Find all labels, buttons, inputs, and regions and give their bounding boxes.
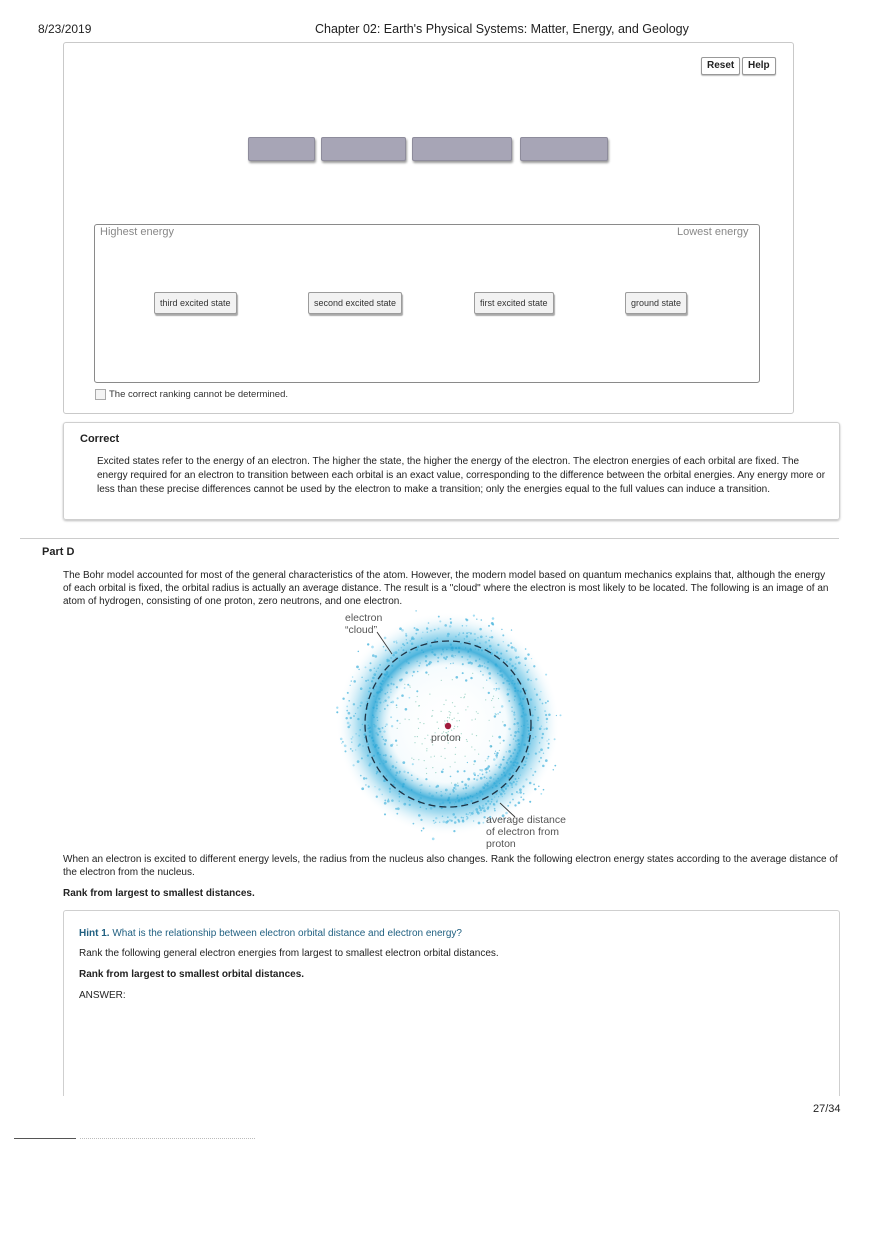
reset-button[interactable]: Reset bbox=[701, 57, 740, 75]
drop-slot-3[interactable] bbox=[412, 137, 512, 161]
cloud-speck bbox=[553, 769, 554, 770]
proton-label: proton bbox=[431, 732, 461, 744]
cannot-determine-checkbox[interactable] bbox=[95, 389, 106, 400]
footer-artifact bbox=[80, 1138, 255, 1140]
rank-item-second-excited-state[interactable]: second excited state bbox=[308, 292, 402, 314]
cloud-label-line1: electron bbox=[345, 612, 383, 624]
cloud-speck bbox=[511, 629, 512, 630]
cloud-speck bbox=[432, 838, 435, 841]
cloud-speck bbox=[554, 765, 556, 767]
hint-number: Hint 1. bbox=[79, 928, 110, 939]
hydrogen-atom-figure bbox=[335, 610, 575, 852]
drop-slot-4[interactable] bbox=[520, 137, 608, 161]
footer-rule bbox=[14, 1138, 76, 1139]
feedback-title: Correct bbox=[80, 433, 120, 445]
hint-title[interactable] bbox=[79, 928, 462, 939]
section-divider bbox=[20, 538, 839, 539]
cloud-speck bbox=[540, 793, 542, 795]
cloud-speck bbox=[529, 801, 531, 803]
answer-label: ANSWER: bbox=[79, 990, 126, 1001]
page-bottom-margin bbox=[0, 1096, 880, 1247]
rank-item-third-excited-state[interactable]: third excited state bbox=[154, 292, 237, 314]
rank-item-first-excited-state[interactable]: first excited state bbox=[474, 292, 554, 314]
cloud-speck bbox=[358, 651, 360, 653]
page-number: 27/34 bbox=[813, 1103, 841, 1115]
cloud-speck bbox=[415, 610, 416, 611]
avg-label-line2: of electron from bbox=[486, 826, 559, 838]
print-title: Chapter 02: Earth's Physical Systems: Matter, Energy, and Geology bbox=[315, 22, 689, 36]
hint-description: Rank the following general electron energies from largest to smallest electron orbital distances. bbox=[79, 948, 499, 959]
hint-title-text: What is the relationship between electron orbital distance and electron energy? bbox=[112, 928, 462, 939]
lowest-energy-label: Lowest energy bbox=[677, 226, 749, 238]
rank-instruction: Rank from largest to smallest distances. bbox=[63, 888, 255, 899]
print-date: 8/23/2019 bbox=[38, 22, 92, 36]
hint-box bbox=[63, 910, 840, 1111]
cloud-speck bbox=[560, 714, 562, 716]
question-text: When an electron is excited to different energy levels, the radius from the nucleus also changes. Rank the following electron energy states according to the average distance of the electron from the nucleus. bbox=[63, 854, 838, 878]
help-button[interactable]: Help bbox=[742, 57, 776, 75]
drop-slot-1[interactable] bbox=[248, 137, 315, 161]
hint-instruction: Rank from largest to smallest orbital distances. bbox=[79, 969, 305, 980]
avg-label-line3: proton bbox=[486, 838, 516, 850]
rank-item-ground-state[interactable]: ground state bbox=[625, 292, 687, 314]
part-heading: Part D bbox=[42, 546, 75, 558]
part-intro: The Bohr model accounted for most of the general characteristics of the atom. However, the modern model based on quantum mechanics explains that, although the energy of each orbital is fixed, the orbital radius is actually an average distance. The result is a "cloud" where the electron is most likely to be located. The following is an image of an atom of hydrogen, consisting of one proton, zero neutrons, and one electron. bbox=[63, 570, 829, 607]
cloud-speck bbox=[543, 789, 545, 791]
cannot-determine-label: The correct ranking cannot be determined. bbox=[109, 389, 289, 400]
cloud-label-line2: “cloud” bbox=[345, 624, 378, 636]
avg-label-line1: average distance bbox=[486, 814, 566, 826]
highest-energy-label: Highest energy bbox=[100, 226, 174, 238]
feedback-text: Excited states refer to the energy of an electron. The higher the state, the higher the energy of the electron. The electron energies of each orbital are fixed. The energy required for an electron to transition between each orbital is an exact value, corresponding to the difference between the orbital energies. Any energy more or less than these precise differences cannot be used by the electron to make a transition; only the energies equal to the full values can induce a transition. bbox=[97, 456, 826, 495]
cloud-speck bbox=[492, 617, 495, 620]
drop-slot-2[interactable] bbox=[321, 137, 406, 161]
proton-dot bbox=[445, 723, 451, 729]
